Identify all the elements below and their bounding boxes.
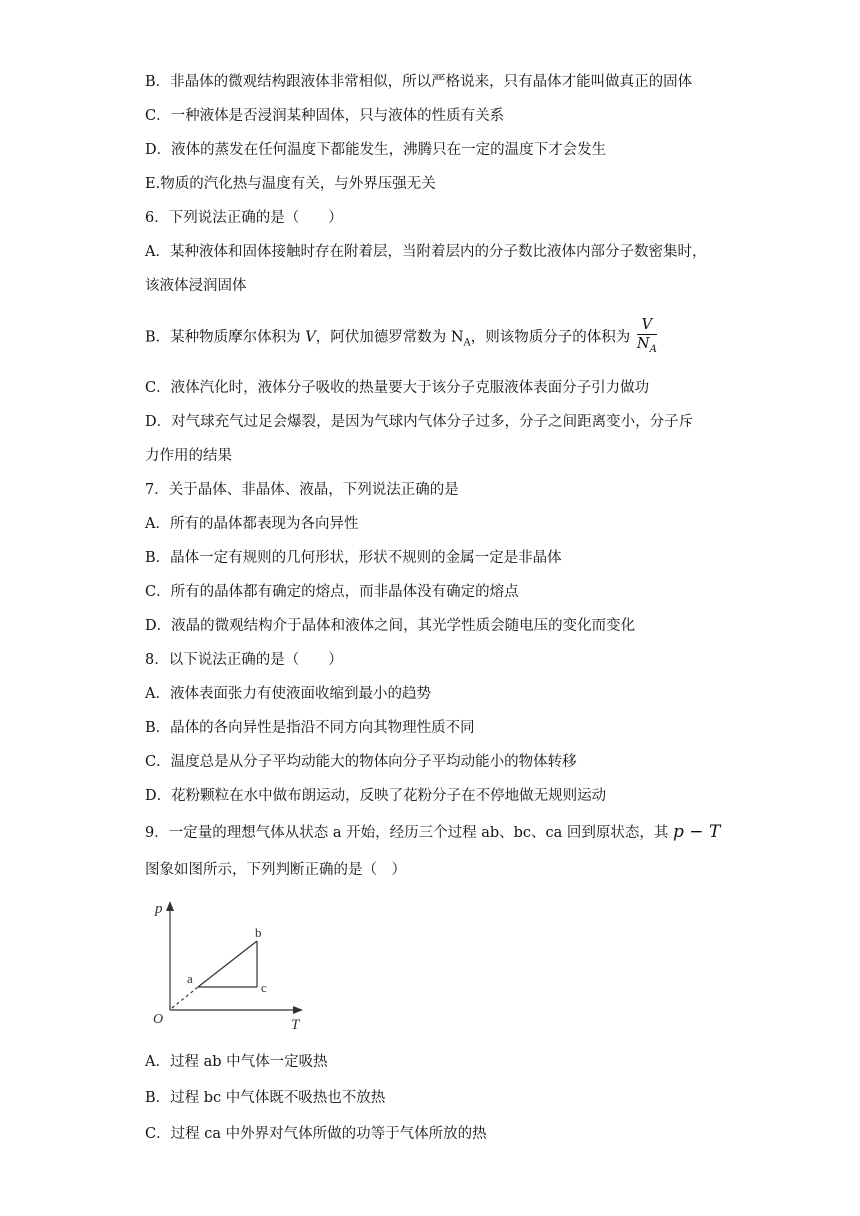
q6-option-a: A．某种液体和固体接触时存在附着层，当附着层内的分子数比液体内部分子数密集时， bbox=[145, 244, 707, 260]
q7-option-b: B．晶体一定有规则的几何形状，形状不规则的金属一定是非晶体 bbox=[145, 550, 562, 566]
q9-option-b: B．过程 bc 中气体既不吸热也不放热 bbox=[145, 1090, 386, 1106]
origin-label: O bbox=[153, 1012, 164, 1027]
q8-option-a: A．液体表面张力有使液面收缩到最小的趋势 bbox=[145, 686, 431, 702]
q8-option-c: C．温度总是从分子平均动能大的物体向分子平均动能小的物体转移 bbox=[145, 754, 577, 770]
q9-option-a: A．过程 ab 中气体一定吸热 bbox=[145, 1054, 328, 1070]
q5-option-c: C．一种液体是否浸润某种固体，只与液体的性质有关系 bbox=[145, 108, 505, 124]
q6-option-d: D．对气球充气过足会爆裂，是因为气球内气体分子过多，分子之间距离变小，分子斥 bbox=[145, 414, 694, 430]
point-c-label: c bbox=[261, 980, 267, 995]
q5-option-d: D．液体的蒸发在任何温度下都能发生，沸腾只在一定的温度下才会发生 bbox=[145, 142, 607, 158]
q6-option-b: B．某种物质摩尔体积为 V，阿伏加德罗常数为 $N_A$，则该物质分子的体积为 $\frac{V}{N_A}$ bbox=[145, 316, 657, 362]
q8-stem: 8．以下说法正确的是（ ） bbox=[145, 652, 343, 668]
q7-option-d: D．液晶的微观结构介于晶体和液体之间，其光学性质会随电压的变化而变化 bbox=[145, 618, 636, 634]
p-axis-arrow bbox=[166, 901, 174, 911]
q6-option-c: C．液体汽化时，液体分子吸收的热量要大于该分子克服液体表面分子引力做功 bbox=[145, 380, 650, 396]
q9-stem-cont: 图象如图所示，下列判断正确的是（ ） bbox=[145, 862, 406, 878]
point-b-label: b bbox=[255, 925, 262, 940]
q6-stem: 6．下列说法正确的是（ ） bbox=[145, 210, 343, 226]
q5-option-e: E.物质的汽化热与温度有关，与外界压强无关 bbox=[145, 176, 436, 192]
point-a-label: a bbox=[187, 971, 193, 986]
q6-option-d-cont: 力作用的结果 bbox=[145, 448, 232, 464]
q7-option-c: C．所有的晶体都有确定的熔点，而非晶体没有确定的熔点 bbox=[145, 584, 519, 600]
process-ab bbox=[198, 941, 257, 987]
p-axis-label: p bbox=[155, 901, 163, 917]
dashed-extension bbox=[172, 987, 198, 1008]
t-axis-arrow bbox=[293, 1006, 303, 1014]
q5-option-b: B．非晶体的微观结构跟液体非常相似，所以严格说来，只有晶体才能叫做真正的固体 bbox=[145, 74, 693, 90]
q8-option-b: B．晶体的各向异性是指沿不同方向其物理性质不同 bbox=[145, 720, 475, 736]
q7-stem: 7．关于晶体、非晶体、液晶，下列说法正确的是 bbox=[145, 482, 459, 498]
fraction-v-over-na: $\frac{V}{N_A}$ bbox=[636, 317, 657, 355]
q7-option-a: A．所有的晶体都表现为各向异性 bbox=[145, 516, 359, 532]
q8-option-d: D．花粉颗粒在水中做布朗运动，反映了花粉分子在不停地做无规则运动 bbox=[145, 788, 607, 804]
q9-option-c: C．过程 ca 中外界对气体所做的功等于气体所放的热 bbox=[145, 1126, 487, 1142]
p-t-diagram bbox=[145, 895, 315, 1035]
q9-stem: 9．一定量的理想气体从状态 a 开始，经历三个过程 ab、bc、ca 回到原状态，其 p − T bbox=[145, 822, 721, 842]
t-axis-label: T bbox=[291, 1017, 300, 1033]
q6-option-a-cont: 该液体浸润固体 bbox=[145, 278, 247, 294]
